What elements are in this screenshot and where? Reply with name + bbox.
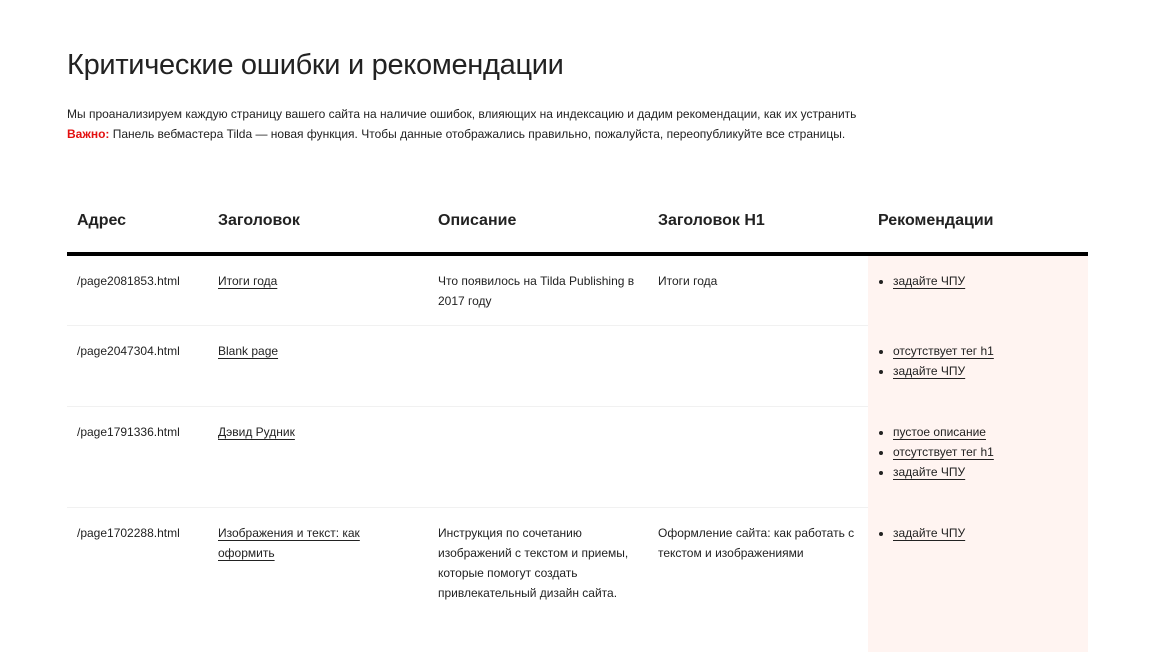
cell-recommendations (868, 406, 1088, 507)
column-header-title: Заголовок (208, 190, 428, 254)
cell-title (208, 325, 428, 406)
recommendation-item (893, 523, 1078, 543)
cell-title (208, 406, 428, 507)
important-notice (67, 124, 856, 144)
recommendation-link[interactable]: задайте ЧПУ (893, 363, 966, 378)
cell-title (208, 507, 428, 652)
cell-description: Инструкция по сочетанию изображений с текстом и приемы, которые помогут создать привлекательный дизайн сайта. (438, 525, 629, 600)
recommendation-item (893, 271, 1078, 291)
cell-h1 (648, 325, 868, 406)
table-header-row (67, 190, 1088, 254)
cell-recommendations (868, 325, 1088, 406)
recommendation-item (893, 442, 1078, 462)
recommendation-list (878, 523, 1078, 543)
column-header-recommendations: Рекомендации (868, 190, 1088, 254)
important-label: Важно: (67, 127, 110, 141)
cell-recommendations (868, 507, 1088, 652)
column-header-description: Описание (428, 190, 648, 254)
recommendation-item (893, 341, 1078, 361)
errors-table (67, 190, 1088, 652)
page-title: Критические ошибки и рекомендации (67, 49, 564, 81)
page-title-link[interactable]: Итоги года (218, 274, 278, 288)
page-title-link[interactable]: Изображения и текст: как оформить (218, 525, 360, 560)
page-title-link[interactable]: Дэвид Рудник (218, 424, 295, 439)
recommendation-link[interactable]: задайте ЧПУ (893, 525, 966, 540)
cell-address: /page1702288.html (77, 525, 180, 540)
table-row (67, 325, 1088, 406)
cell-h1: Оформление сайта: как работать с текстом и изображениями (658, 525, 855, 560)
page-title-link[interactable]: Blank page (218, 343, 279, 358)
cell-description (428, 325, 648, 406)
table-row (67, 254, 1088, 325)
recommendation-list (878, 422, 1078, 482)
cell-address: /page2081853.html (67, 254, 208, 325)
column-header-address: Адрес (67, 190, 208, 254)
cell-address: /page2047304.html (67, 325, 208, 406)
recommendation-link[interactable]: задайте ЧПУ (893, 464, 966, 479)
column-header-h1: Заголовок H1 (648, 190, 868, 254)
table-row (67, 406, 1088, 507)
recommendation-link[interactable]: задайте ЧПУ (893, 274, 966, 288)
cell-h1 (648, 406, 868, 507)
cell-title (208, 254, 428, 325)
page-description: Мы проанализируем каждую страницу вашего сайта на наличие ошибок, влияющих на индексацию и дадим рекомендации, как их устранить (67, 107, 857, 121)
cell-description (428, 406, 648, 507)
cell-description: Что появилось на Tilda Publishing в 2017 году (428, 254, 648, 325)
cell-recommendations (868, 254, 1088, 325)
recommendation-list (878, 271, 1078, 291)
recommendation-link[interactable]: пустое описание (893, 424, 986, 439)
cell-address: /page1791336.html (67, 406, 208, 507)
recommendation-link[interactable]: отсутствует тег h1 (893, 444, 994, 459)
recommendation-link[interactable]: отсутствует тег h1 (893, 343, 994, 358)
important-text: Панель вебмастера Tilda — новая функция. Чтобы данные отображались правильно, пожалуйста, переопубликуйте все страницы. (109, 127, 846, 141)
intro-text (67, 104, 856, 144)
recommendation-item (893, 361, 1078, 381)
cell-h1: Итоги года (648, 254, 868, 325)
recommendation-item (893, 422, 1078, 442)
recommendation-list (878, 341, 1078, 381)
table-row (67, 507, 1088, 652)
recommendation-item (893, 462, 1078, 482)
